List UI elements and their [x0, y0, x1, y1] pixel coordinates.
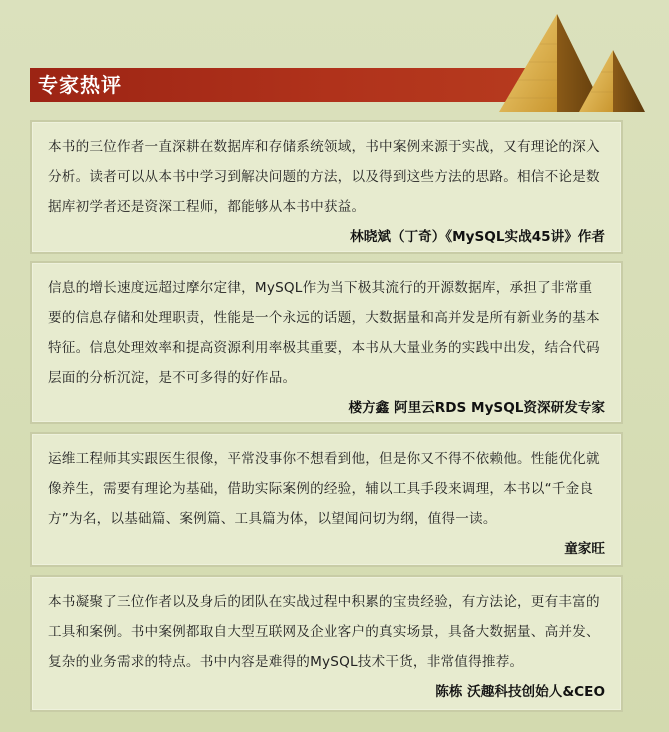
section-header	[30, 68, 626, 104]
review-signature: 楼方鑫 阿里云RDS MySQL资深研发专家	[348, 400, 605, 416]
review-card	[30, 120, 623, 254]
review-text: 运维工程师其实跟医生很像，平常没事你不想看到他，但是你又不得不依赖他。性能优化就像养生，需要有理论为基础，借助实际案例的经验，辅以工具手段来调理，本书以“千金良方”为名，以基础篇、案例篇、工具篇为体，以望闻问切为纲，值得一读。	[48, 451, 600, 527]
header-banner	[30, 68, 530, 102]
section-title: 专家热评	[38, 73, 122, 97]
review-card	[30, 575, 623, 712]
review-signature: 林晓斌（丁奇）《MySQL实战45讲》作者	[350, 229, 605, 245]
review-signature: 童家旺	[564, 541, 605, 557]
review-card	[30, 261, 623, 424]
pyramid-icon	[485, 10, 665, 114]
review-text: 信息的增长速度远超过摩尔定律，MySQL作为当下极其流行的开源数据库，承担了非常重要的信息存储和处理职责，性能是一个永远的话题，大数据量和高并发是所有新业务的基本特征。信息处理效率和提高资源利用率极其重要，本书从大量业务的实践中出发，结合代码层面的分析沉淀，是不可多得的好作品。	[48, 280, 600, 386]
review-card	[30, 432, 623, 567]
review-signature: 陈栋 沃趣科技创始人&CEO	[435, 684, 605, 700]
review-text: 本书的三位作者一直深耕在数据库和存储系统领域，书中案例来源于实战，又有理论的深入分析。读者可以从本书中学习到解决问题的方法，以及得到这些方法的思路。相信不论是数据库初学者还是资深工程师，都能够从本书中获益。	[48, 139, 600, 215]
review-text: 本书凝聚了三位作者以及身后的团队在实战过程中积累的宝贵经验，有方法论，更有丰富的工具和案例。书中案例都取自大型互联网及企业客户的真实场景，具备大数据量、高并发、复杂的业务需求的特点。书中内容是难得的MySQL技术干货，非常值得推荐。	[48, 594, 600, 670]
